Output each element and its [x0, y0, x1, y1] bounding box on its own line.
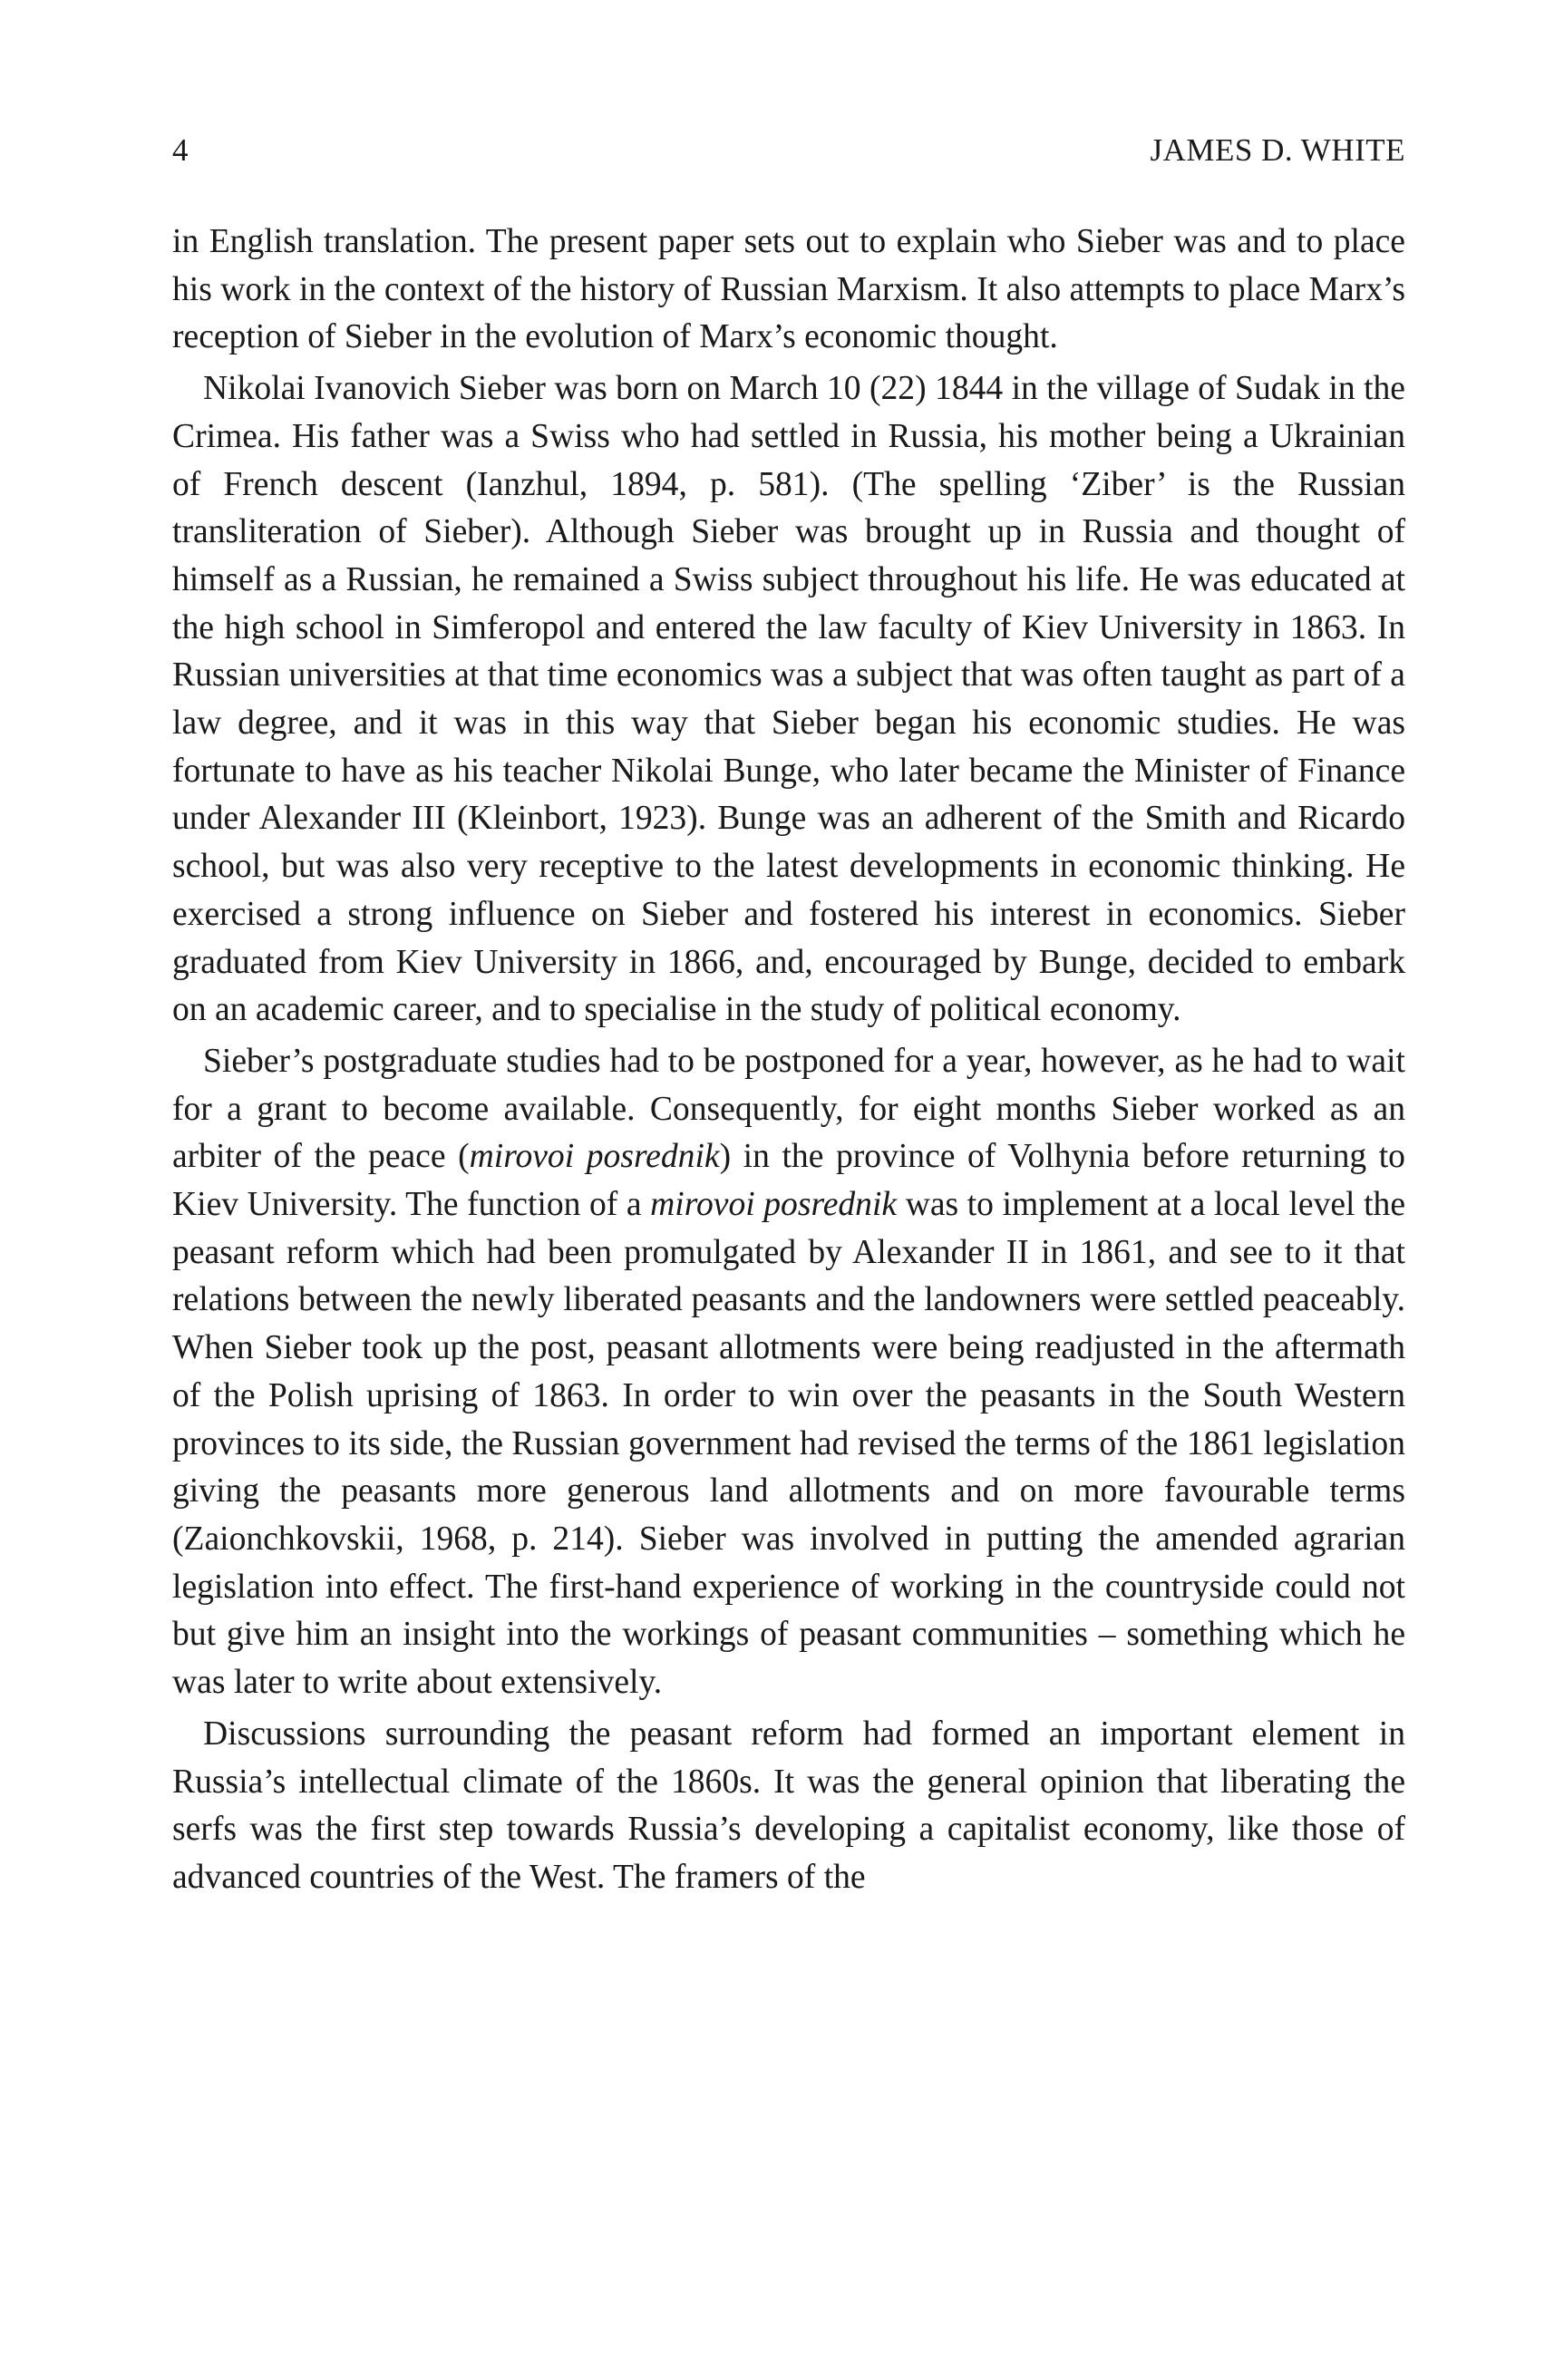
text-segment: Nikolai Ivanovich Sieber was born on March 10 (22) 1844 in the village of Sudak in the Crimea. His father was a Swiss who had settled in Russia, his mother being a Ukrainian of French descent (Ianzhul, 1894, p. 581). (The spelling ‘Ziber’ is the Russian transliteration of Sieber). Although Sieber was brought up in Russia and thought of himself as a Russian, he remained a Swiss subject throughout his life. He was educated at the high school in Simferopol and entered the law faculty of Kiev University in 1863. In Russian universities at that time economics was a subject that was often taught as part of a law degree, and it was in this way that Sieber began his economic studies. He was fortunate to have as his teacher Nikolai Bunge, who later became the Minister of Finance under Alexander III (Kleinbort, 1923). Bunge was an adherent of the Smith and Ricardo school, but was also very receptive to the latest developments in economic thinking. He exercised a strong influence on Sieber and fostered his interest in economics. Sieber graduated from Kiev University in 1866, and, encouraged by Bunge, decided to embark on an academic career, and to specialise in the study of political economy. — [172, 370, 1405, 1029]
text-segment: Sieber’s postgraduate studies had to be postponed for a year, however, as he had to wait for a grant to become available. Consequently, for eight months Sieber worked as an arbiter of the peace ( — [172, 1042, 1405, 1176]
running-head — [172, 129, 1405, 172]
body-text — [172, 219, 1405, 1906]
text-segment: in English translation. The present paper sets out to explain who Sieber was and to place his work in the context of the history of Russian Marxism. It also attempts to place Marx’s reception of Sieber in the evolution of Marx’s economic thought. — [172, 223, 1405, 356]
text-segment: was to implement at a local level the peasant reform which had been promulgated by Alexander II in 1861, and see to it that relations between the newly liberated peasants and the landowners were settled peaceably. When Sieber took up the post, peasant allotments were being readjusted in the aftermath of the Polish uprising of 1863. In order to win over the peasants in the South Western provinces to its side, the Russian government had revised the terms of the 1861 legislation giving the peasants more generous land allotments and on more favourable terms (Zaionchkovskii, 1968, p. 214). Sieber was involved in putting the amended agrarian legislation into effect. The first-hand experience of working in the countryside could not but give him an insight into the workings of peasant communities – something which he was later to write about extensively. — [172, 1186, 1405, 1702]
running-title: JAMES D. WHITE — [1150, 132, 1405, 168]
italic-term: mirovoi posrednik — [650, 1186, 898, 1224]
text-segment: Discussions surrounding the peasant reform had formed an important element in Russia’s intellectual climate of the 1860s. It was the general opinion that liberating the serfs was the first step towards Russia’s developing a capitalist economy, like those of advanced countries of the West. The framers of the — [172, 1715, 1405, 1896]
text-segment: ) in the province of Volhynia before returning to Kiev University. The function of a — [172, 1138, 1405, 1224]
paragraph-intro-continuation — [172, 219, 1405, 362]
paragraph-peasant-reform — [172, 1711, 1405, 1902]
paragraph-postgraduate — [172, 1038, 1405, 1707]
paragraph-biography — [172, 365, 1405, 1035]
italic-term: mirovoi posrednik — [469, 1138, 720, 1176]
page-number: 4 — [172, 132, 189, 168]
